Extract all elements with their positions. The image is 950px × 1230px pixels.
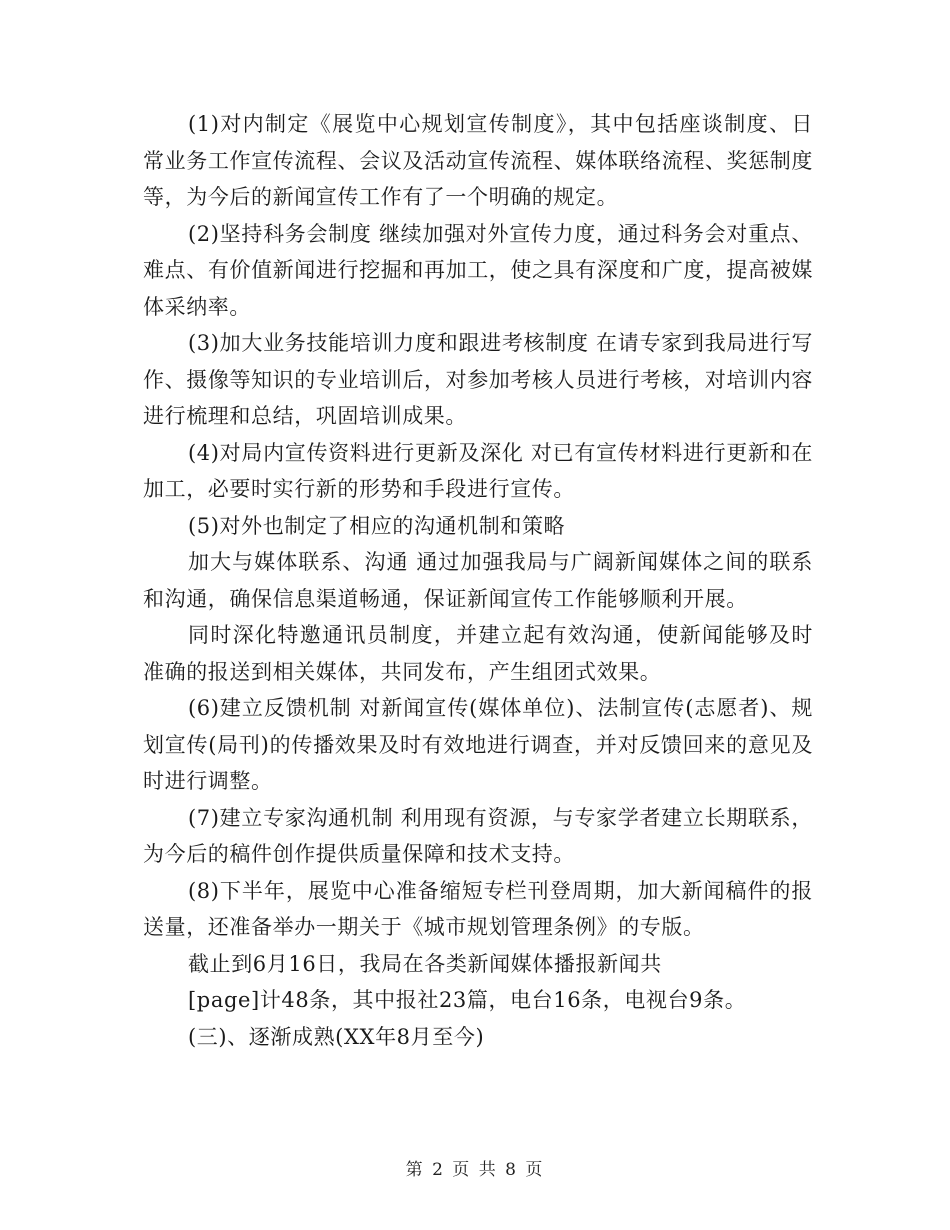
paragraph-8: (6)建立反馈机制 对新闻宣传(媒体单位)、法制宣传(志愿者)、规划宣传(局刊)的传播效果及时有效地进行调查，并对反馈回来的意见及时进行调整。 <box>143 696 813 793</box>
paragraph-6: 加大与媒体联系、沟通 通过加强我局与广阔新闻媒体之间的联系和沟通，确保信息渠道畅通，保证新闻宣传工作能够顺利开展。 <box>143 550 813 611</box>
paragraph-12: [page]计48条，其中报社23篇，电台16条，电视台9条。 <box>188 988 747 1012</box>
paragraph-7: 同时深化特邀通讯员制度，并建立起有效沟通，使新闻能够及时准确的报送到相关媒体，共同发布，产生组团式效果。 <box>143 623 813 684</box>
paragraph-11: 截止到6月16日，我局在各类新闻媒体播报新闻共 <box>188 951 662 976</box>
paragraph-5: (5)对外也制定了相应的沟通机制和策略 <box>188 513 566 538</box>
paragraph-2: (2)坚持科务会制度 继续加强对外宣传力度，通过科务会对重点、难点、有价值新闻进行挖掘和再加工，使之具有深度和广度，提高被媒体采纳率。 <box>143 221 813 319</box>
page-footer: 第 2 页 共 8 页 <box>405 1160 545 1180</box>
paragraph-10: (8)下半年，展览中心准备缩短专栏刊登周期，加大新闻稿件的报送量，还准备举办一期关于《城市规划管理条例》的专版。 <box>143 878 813 939</box>
paragraph-4: (4)对局内宣传资料进行更新及深化 对已有宣传材料进行更新和在加工，必要时实行新的形势和手段进行宣传。 <box>143 440 813 501</box>
section-heading: (三)、逐渐成熟(XX年8月至今) <box>188 1024 485 1049</box>
paragraph-9: (7)建立专家沟通机制 利用现有资源，与专家学者建立长期联系，为今后的稿件创作提供质量保障和技术支持。 <box>143 805 813 866</box>
paragraph-3: (3)加大业务技能培训力度和跟进考核制度 在请专家到我局进行写作、摄像等知识的专业培训后，对参加考核人员进行考核，对培训内容进行梳理和总结，巩固培训成果。 <box>143 331 813 428</box>
paragraph-1: (1)对内制定《展览中心规划宣传制度》，其中包括座谈制度、日常业务工作宣传流程、会议及活动宣传流程、媒体联络流程、奖惩制度等，为今后的新闻宣传工作有了一个明确的规定。 <box>143 112 813 209</box>
document-body <box>143 106 813 1055</box>
